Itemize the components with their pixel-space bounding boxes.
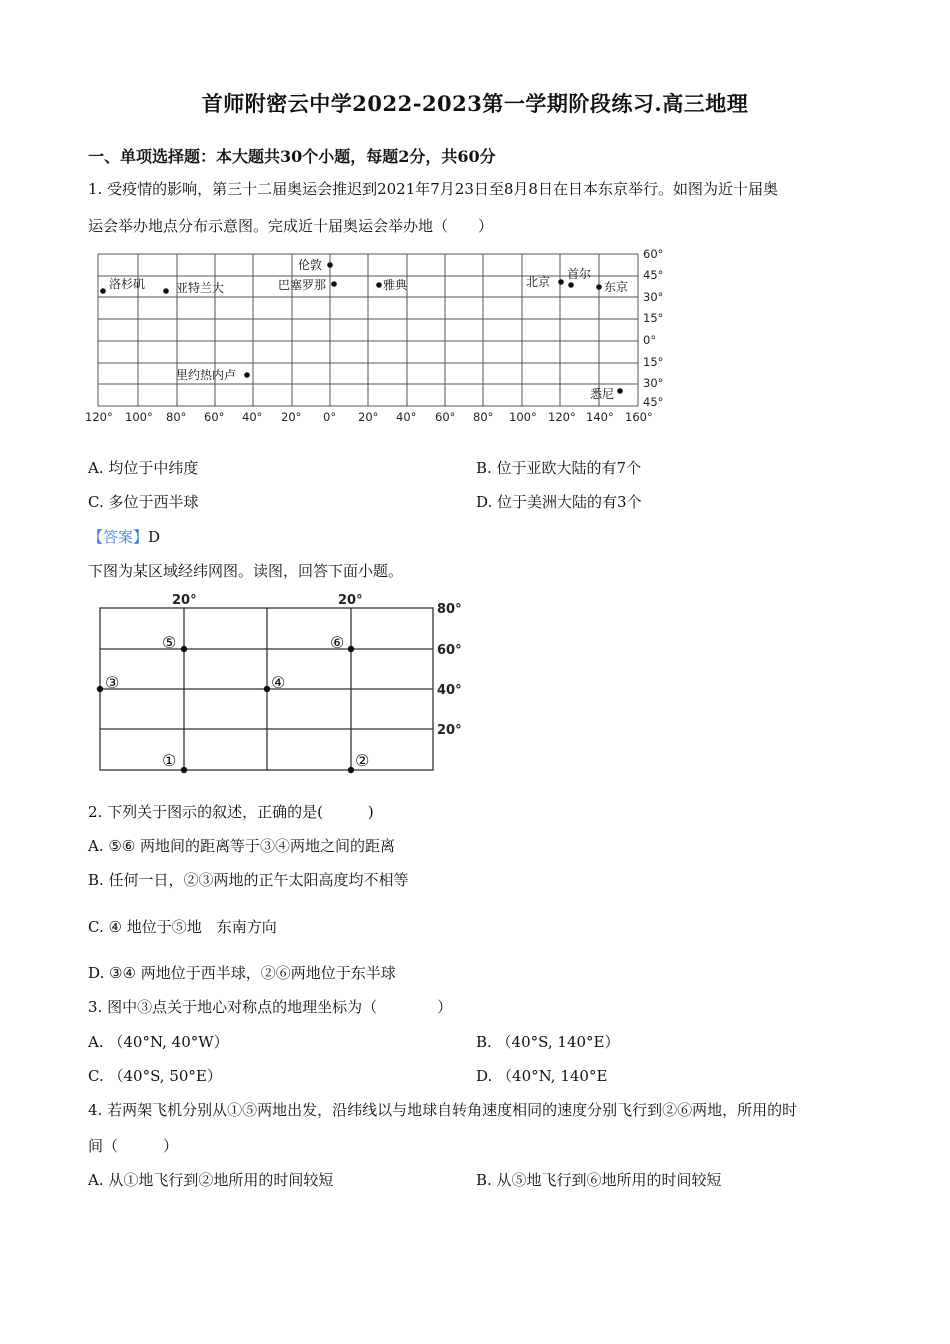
map2-lat-40: 40°: [437, 683, 462, 698]
map1-lat-15s: 15°: [643, 355, 664, 369]
q3-option-b[interactable]: B. （40°S, 140°E）: [476, 1033, 620, 1051]
answer-tag: 【答案】: [88, 528, 149, 546]
map1-lon-40e: 40°: [396, 410, 417, 424]
answer-value: D: [148, 528, 161, 546]
city-barcelona: 巴塞罗那: [278, 278, 327, 292]
q2-stem: 2. 下列关于图示的叙述，正确的是( ): [88, 803, 374, 821]
q4-option-b[interactable]: B. 从⑤地飞行到⑥地所用的时间较短: [476, 1171, 722, 1189]
map2-top-label-1: 20°: [172, 593, 197, 608]
q3-option-c[interactable]: C. （40°S, 50°E）: [88, 1067, 222, 1085]
q4-stem-line1: 4. 若两架飞机分别从①⑤两地出发，沿纬线以与地球自转角速度相同的速度分别飞行到②⑥两地，所用的时: [88, 1101, 798, 1119]
city-dot-seoul: [568, 282, 574, 288]
map1-lon-60e: 60°: [435, 410, 456, 424]
map1-lat-30s: 30°: [643, 376, 664, 390]
q3-stem: 3. 图中③点关于地心对称点的地理坐标为（ ）: [88, 998, 453, 1016]
intro-q2-4: 下图为某区域经纬网图。读图，回答下面小题。: [88, 562, 404, 580]
map1-lat-15n: 15°: [643, 311, 664, 325]
q1-stem-line1: 1. 受疫情的影响，第三十二届奥运会推迟到2021年7月23日至8月8日在日本东京举行。如图为近十届奥: [88, 180, 778, 198]
q1-answer: [88, 526, 160, 547]
city-atlanta: 亚特兰大: [176, 281, 225, 295]
city-dot-rio: [244, 372, 250, 378]
map1-lat-30n: 30°: [643, 290, 664, 304]
map1-lon-80w: 80°: [166, 410, 187, 424]
q4-option-a[interactable]: A. 从①地飞行到②地所用的时间较短: [88, 1171, 334, 1189]
section-heading: 一、单项选择题：本大题共30个小题，每题2分，共60分: [88, 147, 496, 166]
map2-lat-80: 80°: [437, 602, 462, 617]
map1-lon-100w: 100°: [125, 410, 153, 424]
map1-lon-120w: 120°: [85, 410, 113, 424]
map1-lat-0: 0°: [643, 333, 657, 347]
city-beijing: 北京: [526, 275, 551, 289]
point-3-dot: [97, 686, 103, 692]
point-3-label: ③: [105, 673, 120, 692]
point-1-dot: [181, 767, 187, 773]
q1-option-d[interactable]: D. 位于美洲大陆的有3个: [476, 493, 642, 511]
map1-lon-160e: 160°: [625, 410, 653, 424]
point-4-label: ④: [271, 673, 286, 692]
q1-option-a[interactable]: A. 均位于中纬度: [88, 459, 199, 477]
q4-stem-line2: 间（ ）: [88, 1137, 179, 1155]
map1-lon-0: 0°: [323, 410, 337, 424]
page-title: 首师附密云中学2022-2023第一学期阶段练习.高三地理: [201, 91, 749, 116]
city-seoul: 首尔: [567, 267, 592, 281]
city-dot-atlanta: [163, 288, 169, 294]
city-dot-sydney: [617, 388, 623, 394]
city-dot-london: [327, 262, 333, 268]
q1-option-b[interactable]: B. 位于亚欧大陆的有7个: [476, 459, 642, 477]
city-dot-los-angeles: [100, 288, 106, 294]
point-4-dot: [264, 686, 270, 692]
city-dot-tokyo: [596, 284, 602, 290]
olympic-host-city-map: [80, 244, 680, 430]
q1-stem-line2: 运会举办地点分布示意图。完成近十届奥运会举办地（ ）: [88, 217, 494, 235]
map1-lon-80e: 80°: [473, 410, 494, 424]
map2-lat-60: 60°: [437, 643, 462, 658]
city-dot-beijing: [558, 279, 564, 285]
city-sydney: 悉尼: [590, 387, 615, 401]
map1-lat-60n: 60°: [643, 247, 664, 261]
map2-top-label-2: 20°: [338, 593, 363, 608]
city-tokyo: 东京: [604, 280, 629, 294]
q2-option-a[interactable]: A. ⑤⑥ 两地间的距离等于③④两地之间的距离: [88, 837, 396, 855]
map1-lon-40w: 40°: [242, 410, 263, 424]
q2-option-c[interactable]: C. ④ 地位于⑤地 东南方向: [88, 918, 277, 936]
map1-lon-60w: 60°: [204, 410, 225, 424]
city-athens: 雅典: [383, 278, 408, 292]
q3-option-a[interactable]: A. （40°N, 40°W）: [88, 1033, 229, 1051]
point-5-label: ⑤: [162, 633, 177, 652]
point-1-label: ①: [162, 751, 177, 770]
point-2-dot: [348, 767, 354, 773]
map1-lat-45s: 45°: [643, 395, 664, 409]
map1-lon-120e: 120°: [548, 410, 576, 424]
q3-option-d[interactable]: D. （40°N, 140°E: [476, 1067, 608, 1085]
city-dot-barcelona: [331, 281, 337, 287]
q2-option-b[interactable]: B. 任何一日，②③两地的正午太阳高度均不相等: [88, 871, 409, 889]
map1-lon-20e: 20°: [358, 410, 379, 424]
city-london: 伦敦: [298, 258, 323, 272]
map1-lon-100e: 100°: [509, 410, 537, 424]
point-6-label: ⑥: [330, 633, 345, 652]
lat-lon-grid-map: [90, 590, 480, 775]
point-6-dot: [348, 646, 354, 652]
map1-lat-45n: 45°: [643, 268, 664, 282]
city-dot-athens: [376, 282, 382, 288]
map2-lat-20: 20°: [437, 723, 462, 738]
map1-lon-20w: 20°: [281, 410, 302, 424]
point-2-label: ②: [355, 751, 370, 770]
q1-option-c[interactable]: C. 多位于西半球: [88, 493, 199, 511]
point-5-dot: [181, 646, 187, 652]
map1-lon-140e: 140°: [586, 410, 614, 424]
city-los-angeles: 洛杉矶: [109, 277, 146, 291]
city-rio: 里约热内卢: [176, 368, 237, 382]
q2-option-d[interactable]: D. ③④ 两地位于西半球，②⑥两地位于东半球: [88, 964, 396, 982]
